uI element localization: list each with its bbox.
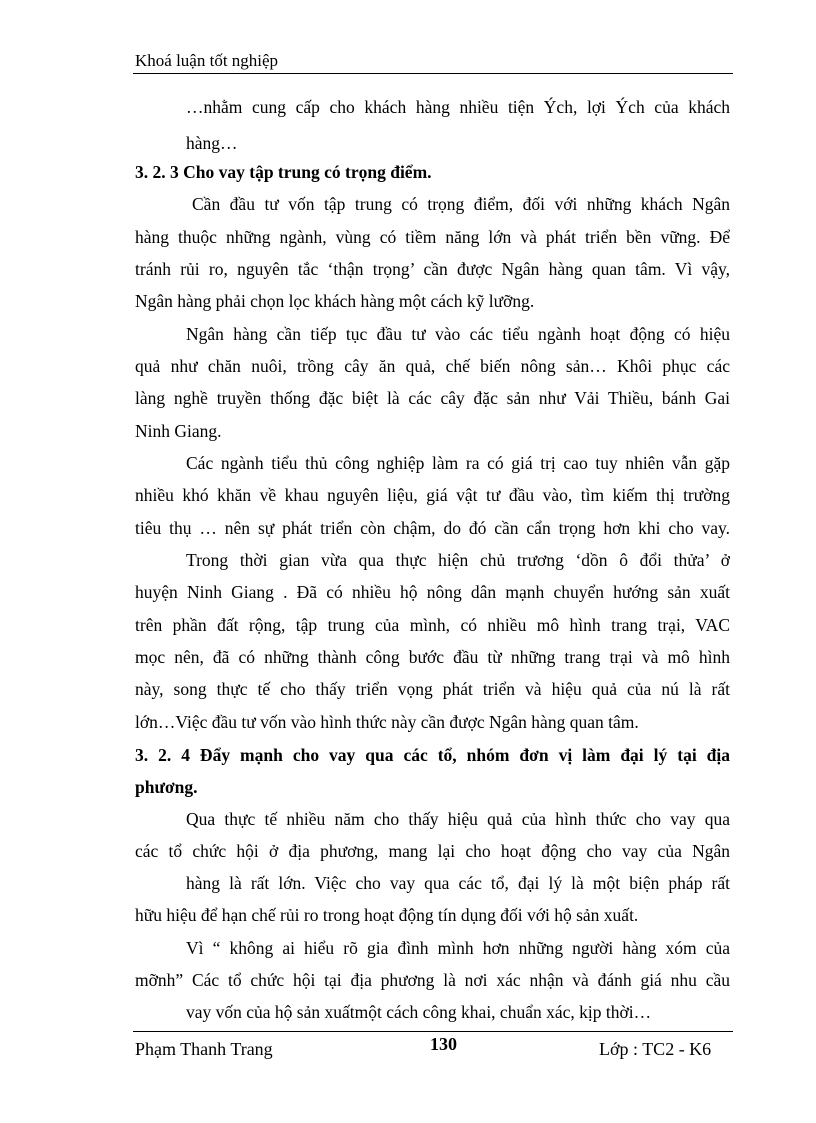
body-line: vay vốn của hộ sản xuấtmột cách công khai, chuẩn xác, kịp thời… [186,1002,652,1022]
body-line: hàng là rất lớn. Việc cho vay qua các tổ, đại lý là một biện pháp rất [186,873,730,893]
body-line: này, song thực tế cho thấy triển vọng phát triển và hiệu quả của nú là rất [135,679,730,699]
body-line: Ngân hàng cần tiếp tục đầu tư vào các tiểu ngành hoạt động có hiệu [186,324,730,344]
body-line: các tổ chức hội ở địa phương, mang lại cho hoạt động cho vay của Ngân [135,841,730,861]
section-heading: 3. 2. 4 Đẩy mạnh cho vay qua các tổ, nhóm đơn vị làm đại lý tại địa [135,745,730,765]
footer-author: Phạm Thanh Trang [135,1039,273,1059]
body-line: Vì “ không ai hiểu rõ gia đình mình hơn những người hàng xóm của [186,938,730,958]
body-line: huyện Ninh Giang . Đã có nhiều hộ nông dân mạnh chuyển hướng sản xuất [135,582,730,602]
body-line: hữu hiệu để hạn chế rủi ro trong hoạt động tín dụng đối với hộ sản xuất. [135,905,639,925]
body-line: Cần đầu tư vốn tập trung có trọng điểm, đối với những khách Ngân [192,194,730,214]
body-line: hàng… [186,133,238,153]
body-line: quả như chăn nuôi, trồng cây ăn quả, chế biến nông sản… Khôi phục các [135,356,730,376]
body-line: hàng thuộc những ngành, vùng có tiềm năng lớn và phát triển bền vững. Để [135,227,730,247]
section-heading: 3. 2. 3 Cho vay tập trung có trọng điểm. [135,162,432,182]
body-line: mọc nên, đã có những thành công bước đầu từ những trang trại và mô hình [135,647,730,667]
footer-rule [133,1031,733,1032]
section-heading: phương. [135,777,198,797]
body-line: …nhằm cung cấp cho khách hàng nhiều tiện Ých, lợi Ých của khách [186,97,730,117]
body-line: nhiều khó khăn về khau nguyên liệu, giá vật tư đầu vào, tìm kiếm thị trường [135,485,730,505]
body-line: Ninh Giang. [135,421,222,441]
header-title: Khoá luận tốt nghiệp [135,51,279,70]
body-line: lớn…Việc đầu tư vốn vào hình thức này cần được Ngân hàng quan tâm. [135,712,639,732]
header-rule [133,73,733,74]
body-line: tiêu thụ … nên sự phát triển còn chậm, do đó cần cẩn trọng hơn khi cho vay. [135,518,730,538]
body-line: Trong thời gian vừa qua thực hiện chủ trương ‘dồn ô đổi thửa’ ở [186,550,730,570]
page-number: 130 [430,1034,457,1054]
body-line: Ngân hàng phải chọn lọc khách hàng một cách kỹ lưỡng. [135,291,535,311]
body-line: tránh rủi ro, nguyên tắc ‘thận trọng’ cần được Ngân hàng quan tâm. Vì vậy, [135,259,730,279]
body-line: làng nghề truyền thống đặc biệt là các cây đặc sản như Vải Thiều, bánh Gai [135,388,730,408]
footer-class: Lớp : TC2 - K6 [599,1039,712,1059]
body-line: Qua thực tế nhiều năm cho thấy hiệu quả của hình thức cho vay qua [186,809,730,829]
body-line: mỡnh” Các tổ chức hội tại địa phương là nơi xác nhận và đánh giá nhu cầu [135,970,730,990]
body-line: Các ngành tiểu thủ công nghiệp làm ra có giá trị cao tuy nhiên vẫn gặp [186,453,730,473]
body-line: trên phần đất rộng, tập trung của mình, có nhiều mô hình trang trại, VAC [135,615,730,635]
